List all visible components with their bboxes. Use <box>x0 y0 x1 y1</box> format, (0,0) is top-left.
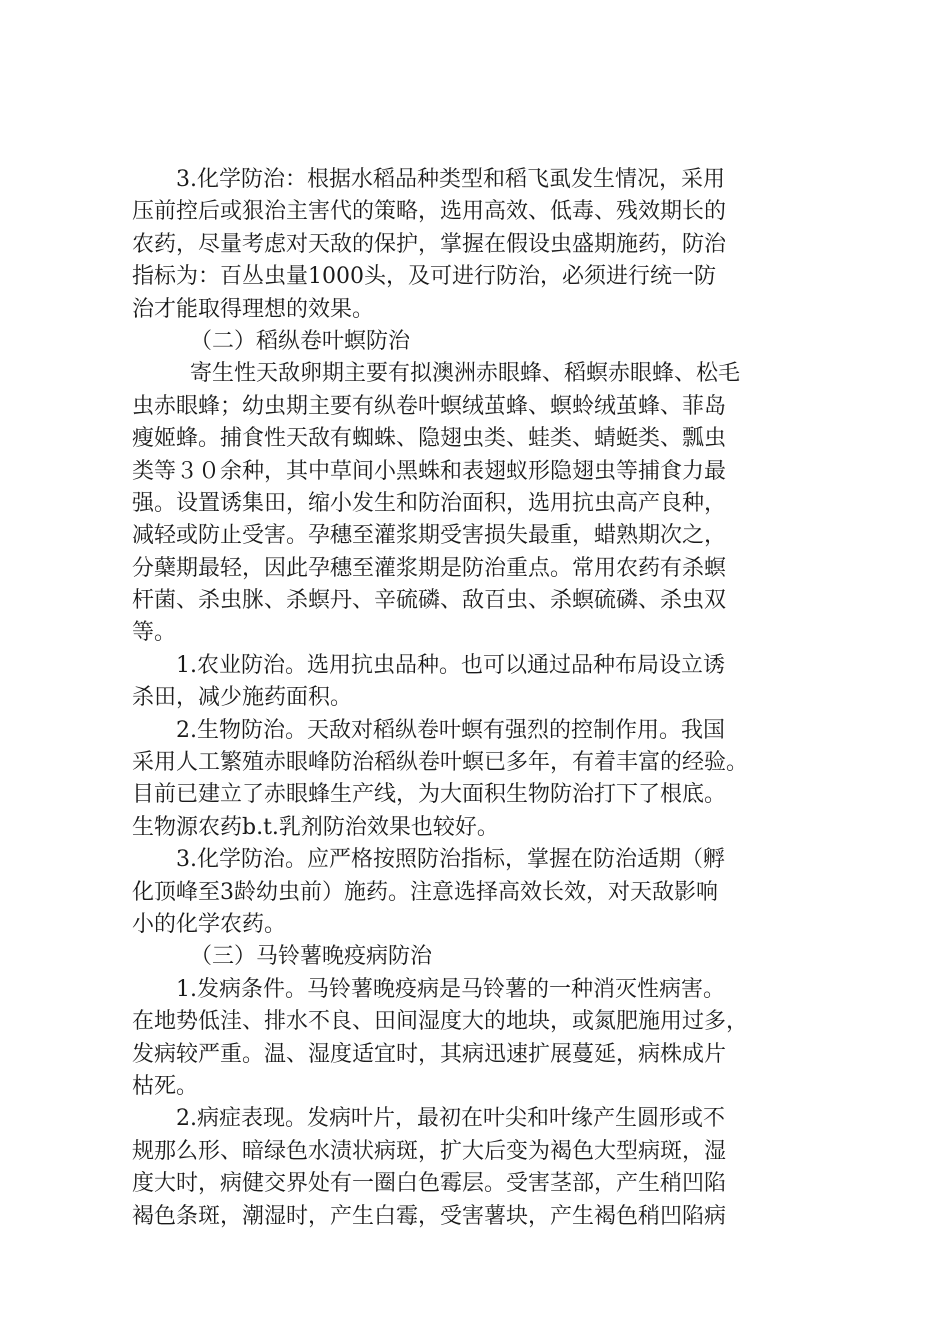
text-line: 褐色条斑，潮湿时，产生白霉，受害薯块，产生褐色稍凹陷病 <box>132 1203 727 1229</box>
text-line: 枯死。 <box>132 1073 199 1099</box>
text-line: 1.发病条件。马铃薯晚疫病是马铃薯的一种消灭性病害。 <box>176 976 725 1002</box>
text-line: 在地势低洼、排水不良、田间湿度大的地块，或氮肥施用过多， <box>132 1009 749 1035</box>
section-heading: （三）马铃薯晚疫病防治 <box>190 944 433 970</box>
text-line: 等。 <box>132 620 177 646</box>
document-body <box>132 164 822 1233</box>
text-line: 2.病症表现。发病叶片，最初在叶尖和叶缘产生圆形或不 <box>176 1106 725 1132</box>
text-line: 发病较严重。温、湿度适宜时，其病迅速扩展蔓延，病株成片 <box>132 1041 727 1067</box>
text-line: 类等３０余种，其中草间小黑蛛和表翅蚁形隐翅虫等捕食力最 <box>132 458 727 484</box>
text-line: 2.生物防治。天敌对稻纵卷叶螟有强烈的控制作用。我国 <box>176 717 725 743</box>
text-line: 规那么形、暗绿色水渍状病斑，扩大后变为褐色大型病斑，湿 <box>132 1138 727 1164</box>
text-line: 采用人工繁殖赤眼峰防治稻纵卷叶螟已多年，有着丰富的经验。 <box>132 750 749 776</box>
text-line: 杀田，减少施药面积。 <box>132 685 353 711</box>
text-line: 虫赤眼蜂；幼虫期主要有纵卷叶螟绒茧蜂、螟蛉绒茧蜂、菲岛 <box>132 393 727 419</box>
text-line: 压前控后或狠治主害代的策略，选用高效、低毒、残效期长的 <box>132 199 727 225</box>
text-line: 指标为：百丛虫量1000头，及可进行防治，必须进行统一防 <box>132 264 716 290</box>
text-line: 寄生性天敌卵期主要有拟澳洲赤眼蜂、稻螟赤眼蜂、松毛 <box>190 361 741 387</box>
text-line: 化顶峰至3龄幼虫前）施药。注意选择高效长效，对天敌影响 <box>132 879 718 905</box>
text-line: 3.化学防治：根据水稻品种类型和稻飞虱发生情况，采用 <box>176 167 725 192</box>
text-line: 减轻或防止受害。孕穗至灌浆期受害损失最重，蜡熟期次之， <box>132 523 727 549</box>
text-line: 3.化学防治。应严格按照防治指标，掌握在防治适期（孵 <box>176 847 725 873</box>
text-line: 目前已建立了赤眼蜂生产线，为大面积生物防治打下了根底。 <box>132 782 727 808</box>
text-line: 农药，尽量考虑对天敌的保护，掌握在假设虫盛期施药，防治 <box>132 231 727 257</box>
text-line: 瘦姬蜂。捕食性天敌有蜘蛛、隐翅虫类、蛙类、蜻蜓类、瓢虫 <box>132 426 727 452</box>
text-line: 强。设置诱集田，缩小发生和防治面积，选用抗虫高产良种， <box>132 490 727 516</box>
text-line: 杆菌、杀虫脒、杀螟丹、辛硫磷、敌百虫、杀螟硫磷、杀虫双 <box>132 588 727 614</box>
text-line: 1.农业防治。选用抗虫品种。也可以通过品种布局设立诱 <box>176 652 725 678</box>
section-heading: （二）稻纵卷叶螟防治 <box>190 328 411 354</box>
text-line: 小的化学农药。 <box>132 911 287 937</box>
text-line: 治才能取得理想的效果。 <box>132 296 375 322</box>
text-line: 度大时，病健交界处有一圈白色霉层。受害茎部，产生稍凹陷 <box>132 1171 727 1197</box>
text-line: 生物源农药b.t.乳剂防治效果也较好。 <box>132 814 499 840</box>
text-line: 分蘖期最轻，因此孕穗至灌浆期是防治重点。常用农药有杀螟 <box>132 555 727 581</box>
